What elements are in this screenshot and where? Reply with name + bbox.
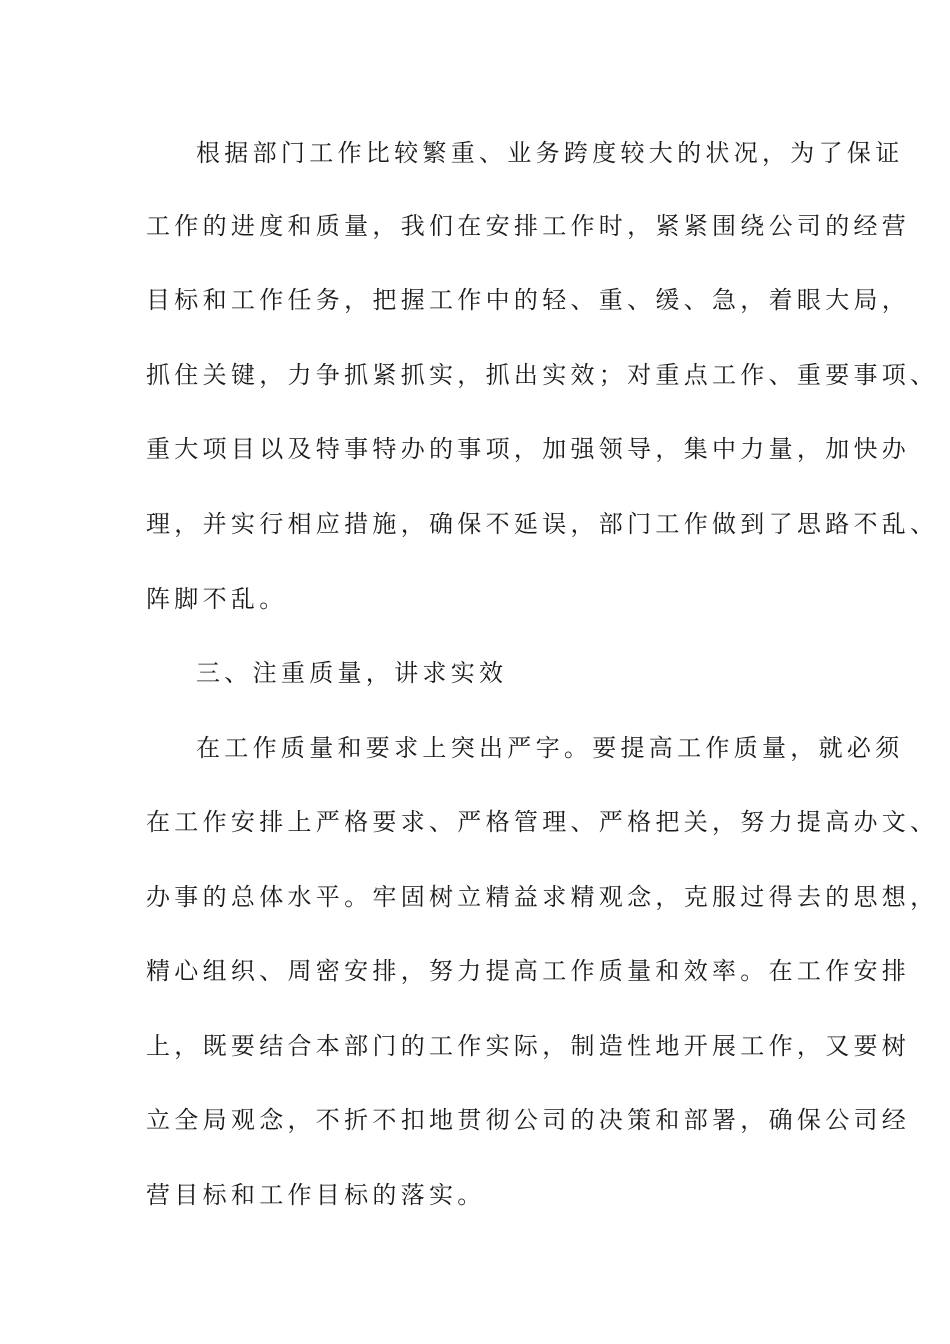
paragraph-2-line-1: 在工作质量和要求上突出严字。要提高工作质量，就必须 — [196, 734, 904, 762]
paragraph-2-line-4: 精心组织、周密安排，努力提高工作质量和效率。在工作安排 — [146, 957, 911, 985]
paragraph-1-line-2: 工作的进度和质量，我们在安排工作时，紧紧围绕公司的经营 — [146, 212, 911, 240]
paragraph-1-line-3: 目标和工作任务，把握工作中的轻、重、缓、急，着眼大局， — [146, 286, 911, 314]
paragraph-1-line-5: 重大项目以及特事特办的事项，加强领导，集中力量，加快办 — [146, 435, 911, 463]
paragraph-2-line-6: 立全局观念，不折不扣地贯彻公司的决策和部署，确保公司经 — [146, 1106, 911, 1134]
paragraph-1-line-7: 阵脚不乱。 — [146, 585, 288, 613]
paragraph-2-line-3: 办事的总体水平。牢固树立精益求精观念，克服过得去的思想， — [146, 883, 939, 911]
paragraph-1-line-6: 理，并实行相应措施，确保不延误，部门工作做到了思路不乱、 — [146, 510, 939, 538]
paragraph-2-line-7: 营目标和工作目标的落实。 — [146, 1181, 486, 1209]
paragraph-2-line-5: 上，既要结合本部门的工作实际，制造性地开展工作，又要树 — [146, 1032, 911, 1060]
paragraph-1-line-4: 抓住关键，力争抓紧抓实，抓出实效；对重点工作、重要事项、 — [146, 361, 939, 389]
section-heading: 三、注重质量，讲求实效 — [196, 659, 508, 687]
paragraph-2-line-2: 在工作安排上严格要求、严格管理、严格把关，努力提高办文、 — [146, 808, 939, 836]
paragraph-1-line-1: 根据部门工作比较繁重、业务跨度较大的状况，为了保证 — [196, 139, 904, 167]
